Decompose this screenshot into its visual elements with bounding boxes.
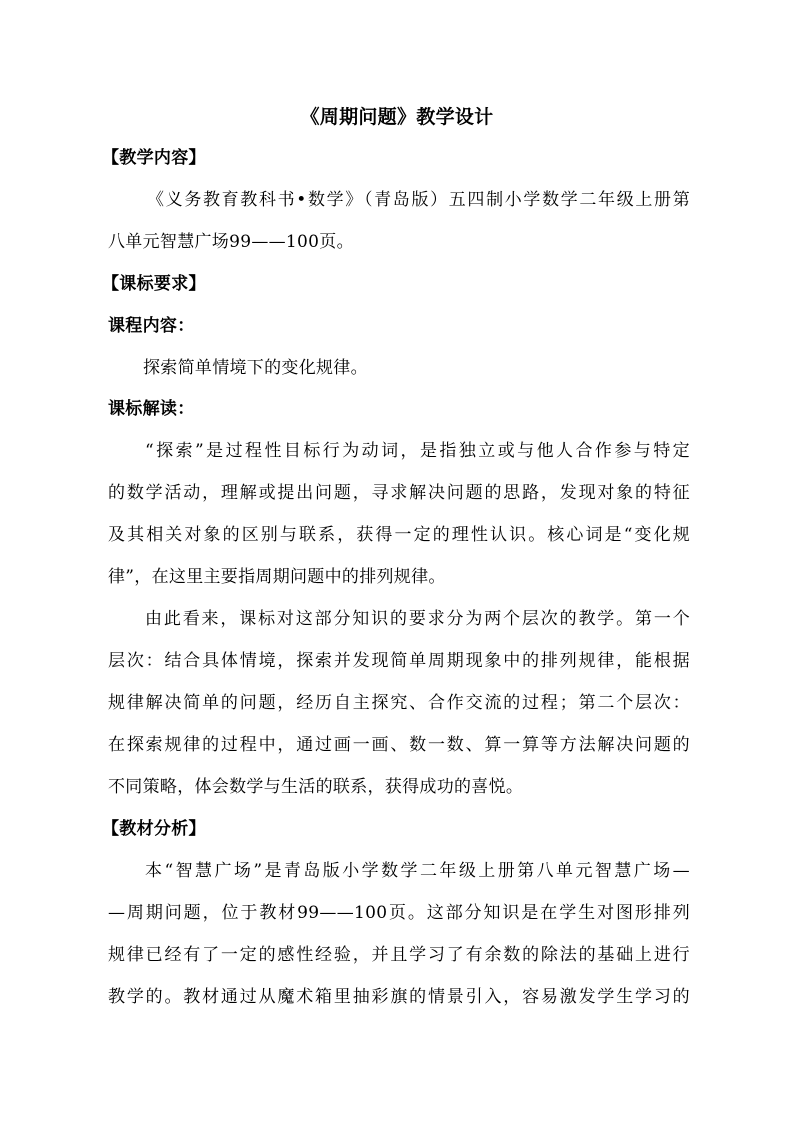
paragraph-line: 由此看来，课标对这部分知识的要求分为两个层次的教学。第一个	[145, 609, 690, 629]
paragraph-line: 律”，在这里主要指周期问题中的排列规律。	[108, 567, 446, 587]
paragraph-line: 八单元智慧广场99——100页。	[108, 232, 354, 252]
section-heading-content: 【教学内容】	[102, 148, 206, 168]
paragraph-line: “探索”是过程性目标行为动词，是指独立或与他人合作参与特定	[145, 441, 690, 461]
section-heading-analysis: 【教材分析】	[102, 819, 206, 839]
paragraph-line: 《义务教育教科书•数学》（青岛版）五四制小学数学二年级上册第	[147, 190, 690, 210]
paragraph-line: 层次：结合具体情境，探索并发现简单周期现象中的排列规律，能根据	[108, 651, 690, 671]
paragraph-line: 不同策略，体会数学与生活的联系，获得成功的喜悦。	[108, 777, 524, 797]
paragraph-line: 本“智慧广场”是青岛版小学数学二年级上册第八单元智慧广场—	[145, 861, 690, 881]
section-heading-standard: 【课标要求】	[102, 274, 206, 294]
course-content-label: 课程内容：	[108, 316, 195, 336]
paragraph-line: 规律已经有了一定的感性经验，并且学习了有余数的除法的基础上进行	[108, 945, 690, 965]
interpretation-label: 课标解读：	[108, 399, 195, 419]
paragraph-line: —周期问题，位于教材99——100页。这部分知识是在学生对图形排列	[108, 903, 690, 923]
paragraph-line: 及其相关对象的区别与联系，获得一定的理性认识。核心词是“变化规	[108, 525, 690, 545]
paragraph-line: 规律解决简单的问题，经历自主探究、合作交流的过程；第二个层次：	[108, 693, 690, 713]
page-title: 《周期问题》教学设计	[300, 106, 494, 128]
paragraph-line: 的数学活动，理解或提出问题，寻求解决问题的思路，发现对象的特征	[108, 483, 690, 503]
paragraph-line: 教学的。教材通过从魔术箱里抽彩旗的情景引入，容易激发学生学习的	[108, 987, 690, 1007]
paragraph-line: 在探索规律的过程中，通过画一画、数一数、算一算等方法解决问题的	[108, 735, 690, 755]
course-content-text: 探索简单情境下的变化规律。	[143, 358, 368, 378]
